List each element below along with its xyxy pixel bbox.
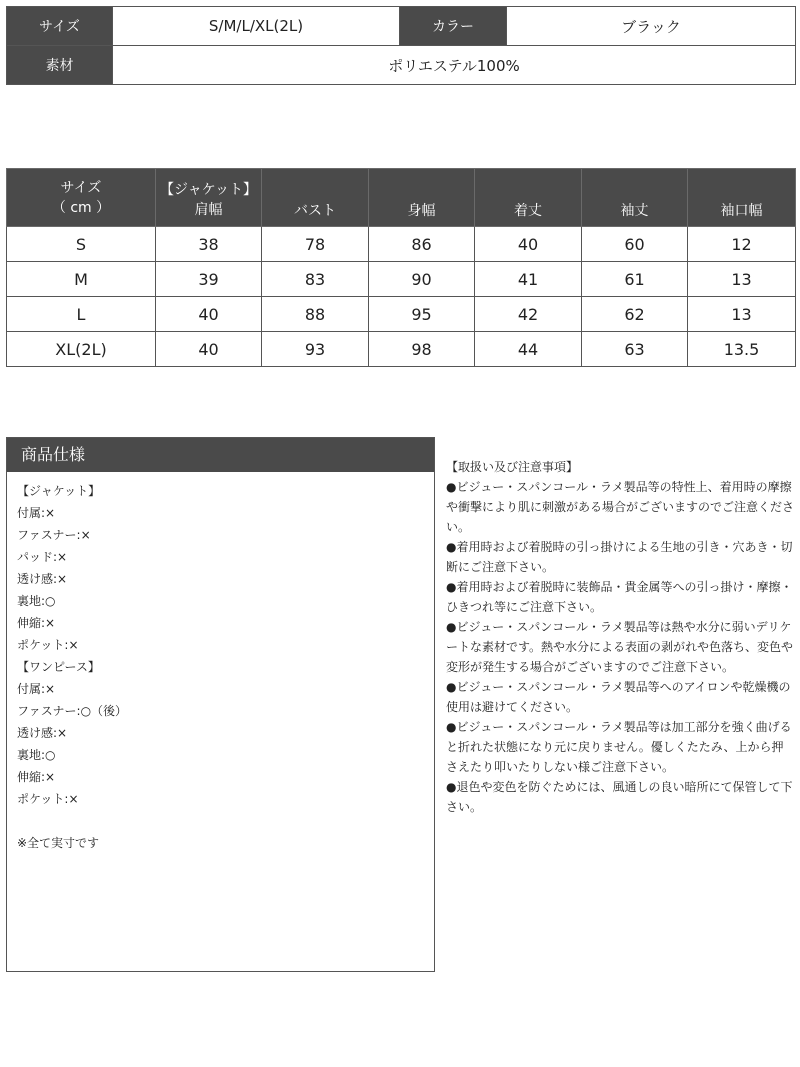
row-size-label: M bbox=[7, 262, 156, 297]
table-cell: 60 bbox=[582, 227, 688, 262]
table-cell: 13.5 bbox=[688, 332, 796, 367]
header-jacket-label: 【ジャケット】 bbox=[159, 182, 258, 198]
care-item: ●ビジュー・スパンコール・ラメ製品等は加工部分を強く曲げると折れた状態になり元に戻りません。優しくたたみ、上から押さえたり叩いたりしない様ご注意下さい。 bbox=[446, 720, 792, 774]
color-label: カラー bbox=[400, 7, 507, 46]
table-cell: 62 bbox=[582, 297, 688, 332]
header-column: 袖丈 bbox=[582, 169, 688, 227]
color-value: ブラック bbox=[507, 7, 796, 46]
size-chart-header bbox=[7, 169, 796, 227]
size-chart-table bbox=[6, 168, 796, 367]
spec-line: 付属:× bbox=[17, 506, 56, 520]
table-cell: 12 bbox=[688, 227, 796, 262]
table-cell: 13 bbox=[688, 262, 796, 297]
header-column: 着丈 bbox=[475, 169, 582, 227]
table-cell: 41 bbox=[475, 262, 582, 297]
table-cell: 98 bbox=[369, 332, 475, 367]
care-title: 【取扱い及び注意事項】 bbox=[446, 460, 579, 474]
table-cell: 40 bbox=[475, 227, 582, 262]
info-row-size-color bbox=[7, 7, 796, 46]
care-item: ●着用時および着脱時の引っ掛けによる生地の引き・穴あき・切断にご注意下さい。 bbox=[446, 540, 793, 574]
header-column: 肩幅 bbox=[194, 202, 223, 218]
header-size-line2: （ cm ） bbox=[51, 199, 111, 216]
row-size-label: XL(2L) bbox=[7, 332, 156, 367]
row-size-label: S bbox=[7, 227, 156, 262]
spec-line: 付属:× bbox=[17, 682, 56, 696]
header-size-cell bbox=[7, 169, 156, 227]
table-cell: 86 bbox=[369, 227, 475, 262]
info-row-material bbox=[7, 46, 796, 85]
spec-line: 裏地:○ bbox=[17, 748, 56, 762]
care-notes bbox=[446, 457, 794, 817]
row-size-label: L bbox=[7, 297, 156, 332]
spec-line: パッド:× bbox=[17, 550, 68, 564]
product-spec-box bbox=[6, 437, 435, 972]
material-value: ポリエステル100% bbox=[113, 46, 796, 85]
care-item: ●ビジュー・スパンコール・ラメ製品等へのアイロンや乾燥機の使用は避けてください。 bbox=[446, 680, 791, 714]
table-cell: 44 bbox=[475, 332, 582, 367]
table-cell: 93 bbox=[262, 332, 369, 367]
spec-line: 透け感:× bbox=[17, 726, 68, 740]
header-column: 袖口幅 bbox=[688, 169, 796, 227]
table-cell: 63 bbox=[582, 332, 688, 367]
header-column: 身幅 bbox=[369, 169, 475, 227]
table-row bbox=[7, 262, 796, 297]
spec-body bbox=[7, 472, 434, 854]
spec-line: 【ワンピース】 bbox=[17, 660, 100, 674]
table-cell: 88 bbox=[262, 297, 369, 332]
table-row bbox=[7, 297, 796, 332]
spec-title: 商品仕様 bbox=[7, 438, 434, 472]
care-item: ●退色や変色を防ぐためには、風通しの良い暗所にて保管して下さい。 bbox=[446, 780, 793, 814]
table-cell: 42 bbox=[475, 297, 582, 332]
table-cell: 38 bbox=[156, 227, 262, 262]
spec-spacer bbox=[17, 810, 434, 832]
header-size-line1: サイズ bbox=[60, 179, 102, 196]
spec-line: 伸縮:× bbox=[17, 616, 56, 630]
product-info-table bbox=[6, 6, 796, 85]
table-cell: 83 bbox=[262, 262, 369, 297]
spec-line: ファスナー:× bbox=[17, 528, 91, 542]
material-label: 素材 bbox=[7, 46, 113, 85]
table-cell: 40 bbox=[156, 297, 262, 332]
spec-line: 裏地:○ bbox=[17, 594, 56, 608]
header-shoulder-cell bbox=[156, 169, 262, 227]
care-item: ●ビジュー・スパンコール・ラメ製品等は熱や水分に弱いデリケートな素材です。熱や水分による表面の剥がれや色落ち、変色や変形が発生する場合がございますのでご注意下さい。 bbox=[446, 620, 794, 674]
table-row bbox=[7, 332, 796, 367]
header-column: バスト bbox=[262, 169, 369, 227]
spec-line: 【ジャケット】 bbox=[17, 484, 101, 498]
spec-line: ファスナー:○（後） bbox=[17, 704, 128, 718]
spec-line: ポケット:× bbox=[17, 638, 79, 652]
table-cell: 78 bbox=[262, 227, 369, 262]
table-cell: 61 bbox=[582, 262, 688, 297]
table-cell: 39 bbox=[156, 262, 262, 297]
table-cell: 95 bbox=[369, 297, 475, 332]
care-item: ●着用時および着脱時に装飾品・貴金属等への引っ掛け・摩擦・ひきつれ等にご注意下さい。 bbox=[446, 580, 793, 614]
care-item: ●ビジュー・スパンコール・ラメ製品等の特性上、着用時の摩擦や衝撃により肌に刺激がある場合がございますのでご注意ください。 bbox=[446, 480, 795, 534]
spec-line: 伸縮:× bbox=[17, 770, 56, 784]
table-row bbox=[7, 227, 796, 262]
size-value: S/M/L/XL(2L) bbox=[113, 7, 400, 46]
table-cell: 40 bbox=[156, 332, 262, 367]
spec-note: ※全て実寸です bbox=[17, 836, 100, 850]
size-label: サイズ bbox=[7, 7, 113, 46]
spec-line: ポケット:× bbox=[17, 792, 79, 806]
spec-line: 透け感:× bbox=[17, 572, 68, 586]
table-cell: 90 bbox=[369, 262, 475, 297]
table-cell: 13 bbox=[688, 297, 796, 332]
